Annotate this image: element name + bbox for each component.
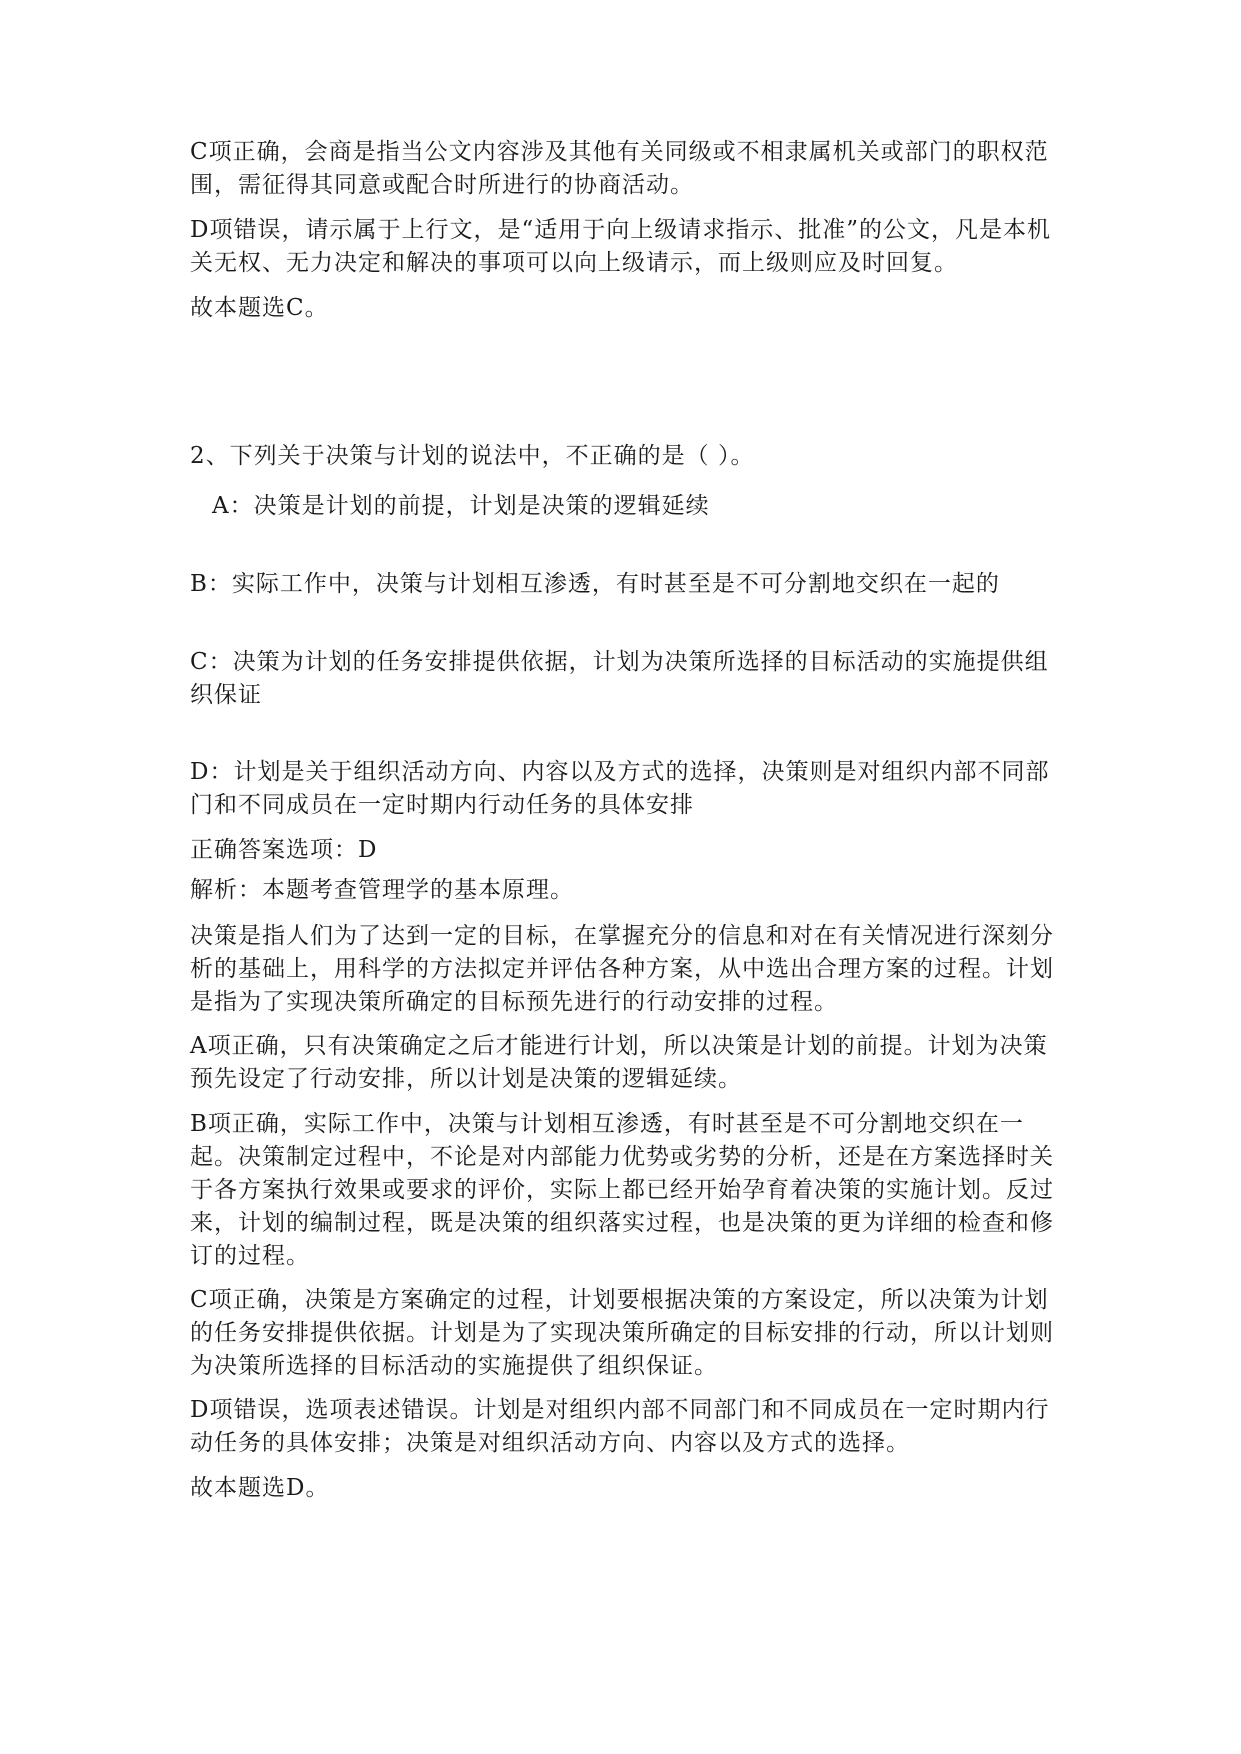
question-stem: 2、下列关于决策与计划的说法中，不正确的是（ ）。 [190,443,755,469]
correct-answer: 正确答案选项：D [190,837,378,863]
analysis-option-d: D项错误，选项表述错误。计划是对组织内部不同部门和不同成员在一定时期内行动任务的具体安排；决策是对组织活动方向、内容以及方式的选择。 [190,1397,1050,1456]
final-conclusion: 故本题选D。 [190,1475,330,1501]
analysis-definition: 决策是指人们为了达到一定的目标，在掌握充分的信息和对在有关情况进行深刻分析的基础上，用科学的方法拟定并评估各种方案，从中选出合理方案的过程。计划是指为了实现决策所确定的目标预先进行的行动安排的过程。 [190,923,1054,1015]
option-d: D：计划是关于组织活动方向、内容以及方式的选择，决策则是对组织内部不同部门和不同成员在一定时期内行动任务的具体安排 [190,759,1050,818]
analysis-intro: 解析：本题考查管理学的基本原理。 [190,877,574,903]
prev-analysis-d: D项错误，请示属于上行文，是“适用于向上级请求指示、批准”的公文，凡是本机关无权、无力决定和解决的事项可以向上级请示，而上级则应及时回复。 [190,217,1051,276]
analysis-option-a: A项正确，只有决策确定之后才能进行计划，所以决策是计划的前提。计划为决策预先设定了行动安排，所以计划是决策的逻辑延续。 [190,1033,1048,1092]
analysis-option-b: B项正确，实际工作中，决策与计划相互渗透，有时甚至是不可分割地交织在一起。决策制定过程中，不论是对内部能力优势或劣势的分析，还是在方案选择时关于各方案执行效果或要求的评价，实际上都已经开始孕育着决策的实施计划。反过来，计划的编制过程，既是决策的组织落实过程，也是决策的更为详细的检查和修订的过程。 [190,1111,1054,1269]
option-b: B：实际工作中，决策与计划相互渗透，有时甚至是不可分割地交织在一起的 [190,571,1000,597]
prev-conclusion: 故本题选C。 [190,295,329,321]
prev-analysis-c: C项正确，会商是指当公文内容涉及其他有关同级或不相隶属机关或部门的职权范围，需征得其同意或配合时所进行的协商活动。 [190,139,1049,198]
analysis-option-c: C项正确，决策是方案确定的过程，计划要根据决策的方案设定，所以决策为计划的任务安排提供依据。计划是为了实现决策所确定的目标安排的行动，所以计划则为决策所选择的目标活动的实施提供了组织保证。 [190,1287,1054,1379]
option-a: A：决策是计划的前提，计划是决策的逻辑延续 [212,493,710,519]
option-c: C：决策为计划的任务安排提供依据，计划为决策所选择的目标活动的实施提供组织保证 [190,649,1049,708]
